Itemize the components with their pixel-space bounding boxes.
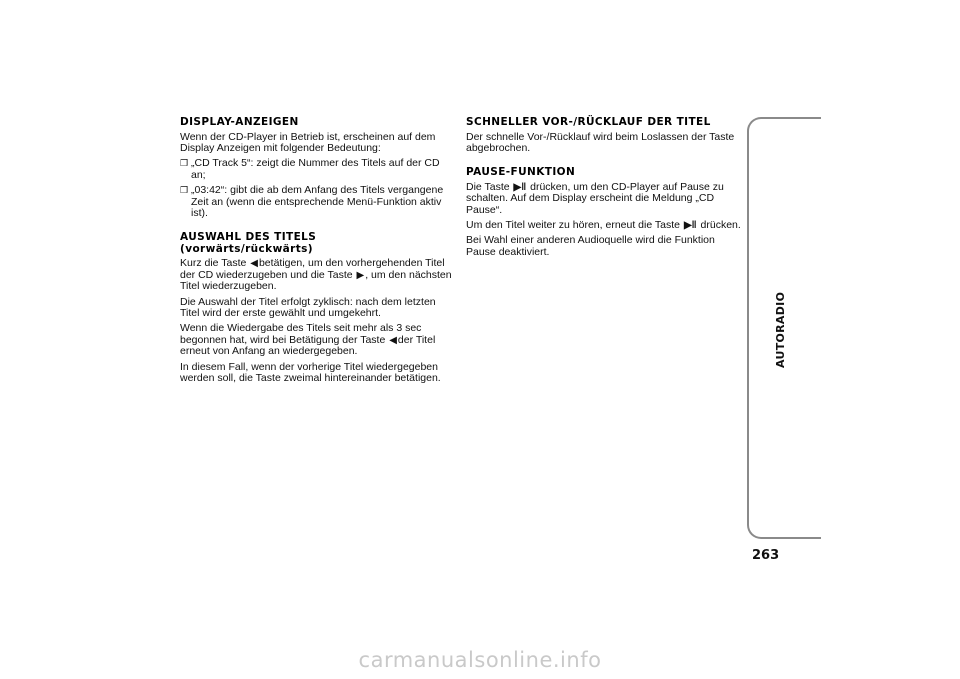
paragraph: In diesem Fall, wenn der vorherige Titel wiedergegeben werden soll, die Taste zweimal hintereinander betätigen. [180,360,441,384]
paragraph: Die Auswahl der Titel erfolgt zyklisch: nach dem letzten Titel wird der erste gewählt und umgekehrt. [180,295,436,319]
right-column [466,117,742,262]
checkbox-bullet-icon: ❒ [180,158,189,169]
triangle-right-icon: ▶ [356,269,365,281]
paragraph: Um den Titel weiter zu hören, erneut die Taste ▶‖ drücken. [466,219,741,232]
triangle-left-icon: ◀ [250,258,258,270]
play-pause-icon: ▶‖ [683,220,697,232]
checkbox-bullet-icon: ❒ [180,185,189,196]
paragraph: Wenn der CD-Player in Betrieb ist, erscheinen auf dem Display Anzeigen mit folgender Bedeutung: [180,130,436,154]
triangle-left-icon: ◀ [389,334,397,346]
section-label: AUTORADIO [774,291,787,368]
paragraph: Bei Wahl einer anderen Audioquelle wird die Funktion Pause deaktiviert. [466,234,715,258]
left-column [180,117,452,388]
list-item: ❒ „CD Track 5“: zeigt die Nummer des Titels auf der CD an; [180,157,440,181]
heading-display-anzeigen: DISPLAY-ANZEIGEN [180,116,299,128]
list-item: ❒ „03:42“: gibt die ab dem Anfang des Titels vergangene Zeit an (wenn die entsprechende Menü-Funktion aktiv ist). [180,184,444,219]
paragraph: Wenn die Wiedergabe des Titels seit mehr als 3 sec begonnen hat, wird bei Betätigung der Taste ◀der Titel erneut von Anfang an wiedergegeben. [180,322,436,358]
heading-auswahl-des-titels: AUSWAHL DES TITELS (vorwärts/rückwärts) [180,231,317,255]
play-pause-icon: ▶‖ [513,181,527,193]
page-number: 263 [752,548,780,563]
paragraph: Kurz die Taste ◀betätigen, um den vorhergehenden Titel der CD wiederzugeben und die Taste ▶, um den nächsten Titel wiederzugeben. [180,257,452,293]
paragraph: Der schnelle Vor-/Rücklauf wird beim Loslassen der Taste abgebrochen. [466,130,735,154]
heading-pause-funktion: PAUSE-FUNKTION [466,166,576,179]
watermark: carmanualsonline.info [358,648,602,672]
paragraph: Die Taste ▶‖ drücken, um den CD-Player auf Pause zu schalten. Auf dem Display erscheint die Meldung „CD Pause“. [466,180,724,216]
heading-schneller-vor-ruecklauf: SCHNELLER VOR-/RÜCKLAUF DER TITEL [466,116,711,128]
